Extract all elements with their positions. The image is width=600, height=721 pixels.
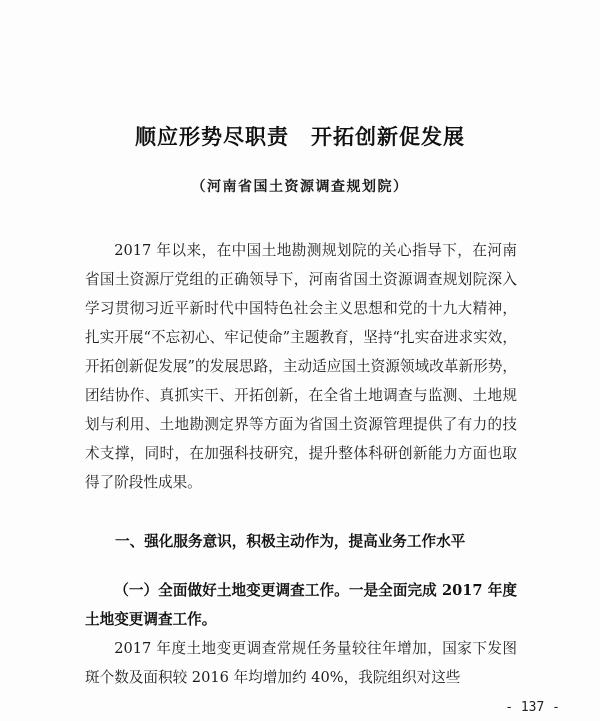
page-number: - 137 - bbox=[505, 700, 560, 715]
body-paragraph: 2017 年度土地变更调查常规任务量较往年增加，国家下发图斑个数及面积较 2016 年均增加约 40%，我院组织对这些 bbox=[85, 640, 517, 686]
document-subtitle: （河南省国土资源调查规划院） bbox=[191, 179, 409, 195]
section-heading: 一、强化服务意识，积极主动作为，提高业务工作水平 bbox=[115, 533, 466, 550]
intro-paragraph: 2017 年以来，在中国土地勘测规划院的关心指导下，在河南省国土资源厅党组的正确领导下，河南省国土资源调查规划院深入学习贯彻习近平新时代中国特色社会主义思想和党的十九大精神，扎实开展“不忘初心、牢记使命”主题教育，坚持“扎实奋进求实效，开拓创新促发展”的发展思路，主动适应国土资源领域改革新形势，团结协作、真抓实干、开拓创新，在全省土地调查与监测、土地规划与利用、土地勘测定界等方面为省国土资源管理提供了有力的技术支撑，同时，在加强科技研究，提升整体科研创新能力方面也取得了阶段性成果。 bbox=[85, 242, 517, 491]
document-title: 顺应形势尽职责 开拓创新促发展 bbox=[135, 125, 465, 149]
subsection-heading: （一）全面做好土地变更调查工作。一是全面完成 2017 年度土地变更调查工作。 bbox=[85, 582, 517, 628]
